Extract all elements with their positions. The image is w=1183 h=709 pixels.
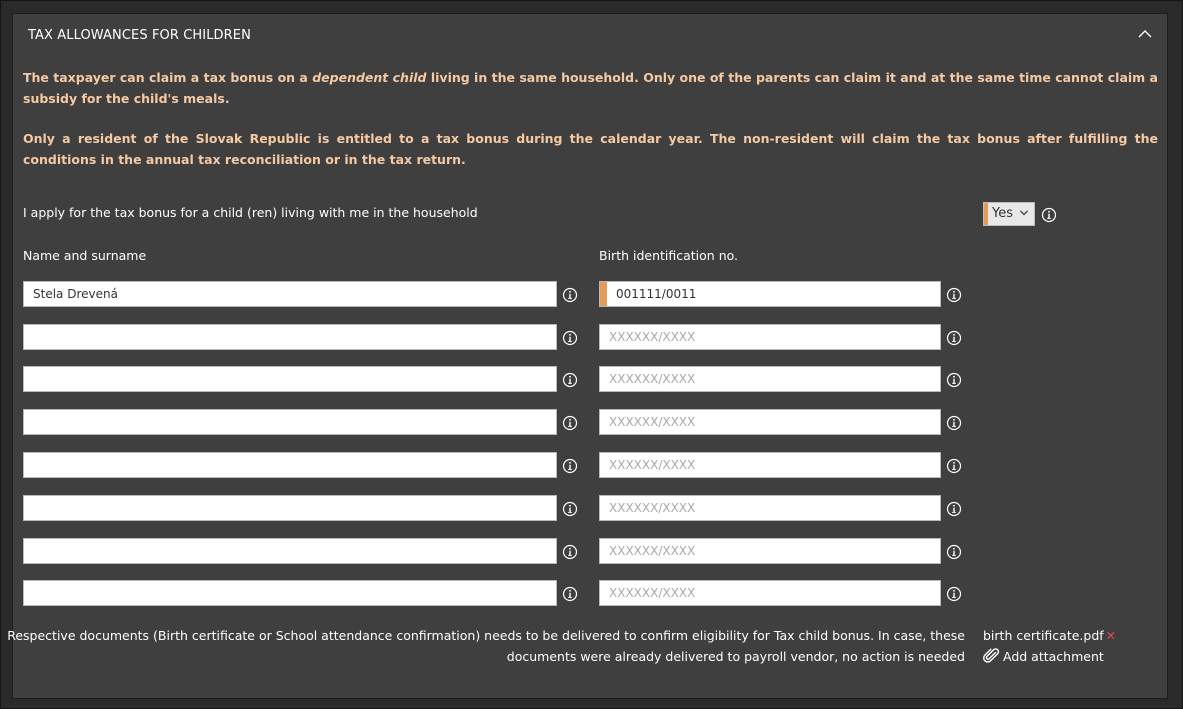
birth-id-input[interactable]: XXXXXX/XXXX xyxy=(599,452,941,478)
info-icon[interactable] xyxy=(1041,207,1057,223)
info-icon[interactable] xyxy=(562,586,578,602)
add-attachment-label: Add attachment xyxy=(1003,649,1104,664)
info-icon[interactable] xyxy=(946,372,962,388)
attachment-file[interactable] xyxy=(983,625,1116,646)
apply-select[interactable] xyxy=(983,202,1035,226)
birth-id-input[interactable]: XXXXXX/XXXX xyxy=(599,324,941,350)
documents-note: Respective documents (Birth certificate or School attendance confirmation) needs to be delivered to confirm eligibility for Tax child bonus. In case, these documents were already delivered to payroll vendor, no action is needed xyxy=(7,628,965,664)
section-title: TAX ALLOWANCES FOR CHILDREN xyxy=(28,28,251,43)
info-icon[interactable] xyxy=(562,372,578,388)
required-marker xyxy=(600,282,607,306)
birth-id-input[interactable]: 001111/0011 xyxy=(599,281,941,307)
info-icon[interactable] xyxy=(562,330,578,346)
info-icon[interactable] xyxy=(946,501,962,517)
info-icon[interactable] xyxy=(562,287,578,303)
required-marker xyxy=(984,203,988,225)
chevron-down-icon xyxy=(1019,208,1029,218)
add-attachment-button[interactable] xyxy=(983,646,1104,667)
paperclip-icon xyxy=(983,647,1000,664)
close-icon[interactable]: ✕ xyxy=(1105,628,1117,643)
birth-id-input[interactable]: XXXXXX/XXXX xyxy=(599,580,941,606)
tax-bonus-note: The taxpayer can claim a tax bonus on a dependent child living in the same household. Only one of the parents can claim it and at the same time cannot claim a subsidy for the child's meals. xyxy=(23,70,1158,106)
child-name-input[interactable] xyxy=(23,495,557,521)
dependent-child-emphasis: dependent child xyxy=(312,70,427,85)
apply-label: I apply for the tax bonus for a child (ren) living with me in the household xyxy=(23,205,478,220)
info-icon[interactable] xyxy=(562,544,578,560)
info-icon[interactable] xyxy=(946,287,962,303)
info-icon[interactable] xyxy=(946,330,962,346)
info-icon[interactable] xyxy=(562,501,578,517)
chevron-up-icon[interactable] xyxy=(1137,26,1153,42)
info-icon[interactable] xyxy=(946,458,962,474)
resident-note: Only a resident of the Slovak Republic is entitled to a tax bonus during the calendar year. The non-resident will claim the tax bonus after fulfilling the conditions in the annual tax reconciliation or in the tax return. xyxy=(23,131,1158,167)
child-name-input[interactable] xyxy=(23,452,557,478)
info-icon[interactable] xyxy=(946,586,962,602)
birth-id-input[interactable]: XXXXXX/XXXX xyxy=(599,495,941,521)
attachment-file-name[interactable]: birth certificate.pdf xyxy=(983,628,1104,643)
child-name-input[interactable] xyxy=(23,366,557,392)
birth-id-input[interactable]: XXXXXX/XXXX xyxy=(599,366,941,392)
child-name-input[interactable] xyxy=(23,409,557,435)
info-icon[interactable] xyxy=(946,544,962,560)
tax-allowances-panel xyxy=(7,13,1168,699)
birth-id-input[interactable]: XXXXXX/XXXX xyxy=(599,409,941,435)
info-icon[interactable] xyxy=(562,458,578,474)
info-icon[interactable] xyxy=(946,415,962,431)
apply-select-value: Yes xyxy=(992,206,1013,221)
child-name-input[interactable] xyxy=(23,324,557,350)
birth-id-input[interactable]: XXXXXX/XXXX xyxy=(599,538,941,564)
child-name-input[interactable]: Stela Drevená xyxy=(23,281,557,307)
name-column-header: Name and surname xyxy=(23,248,147,263)
child-name-input[interactable] xyxy=(23,538,557,564)
birth-id-column-header: Birth identification no. xyxy=(599,248,739,263)
child-name-input[interactable] xyxy=(23,580,557,606)
info-icon[interactable] xyxy=(562,415,578,431)
